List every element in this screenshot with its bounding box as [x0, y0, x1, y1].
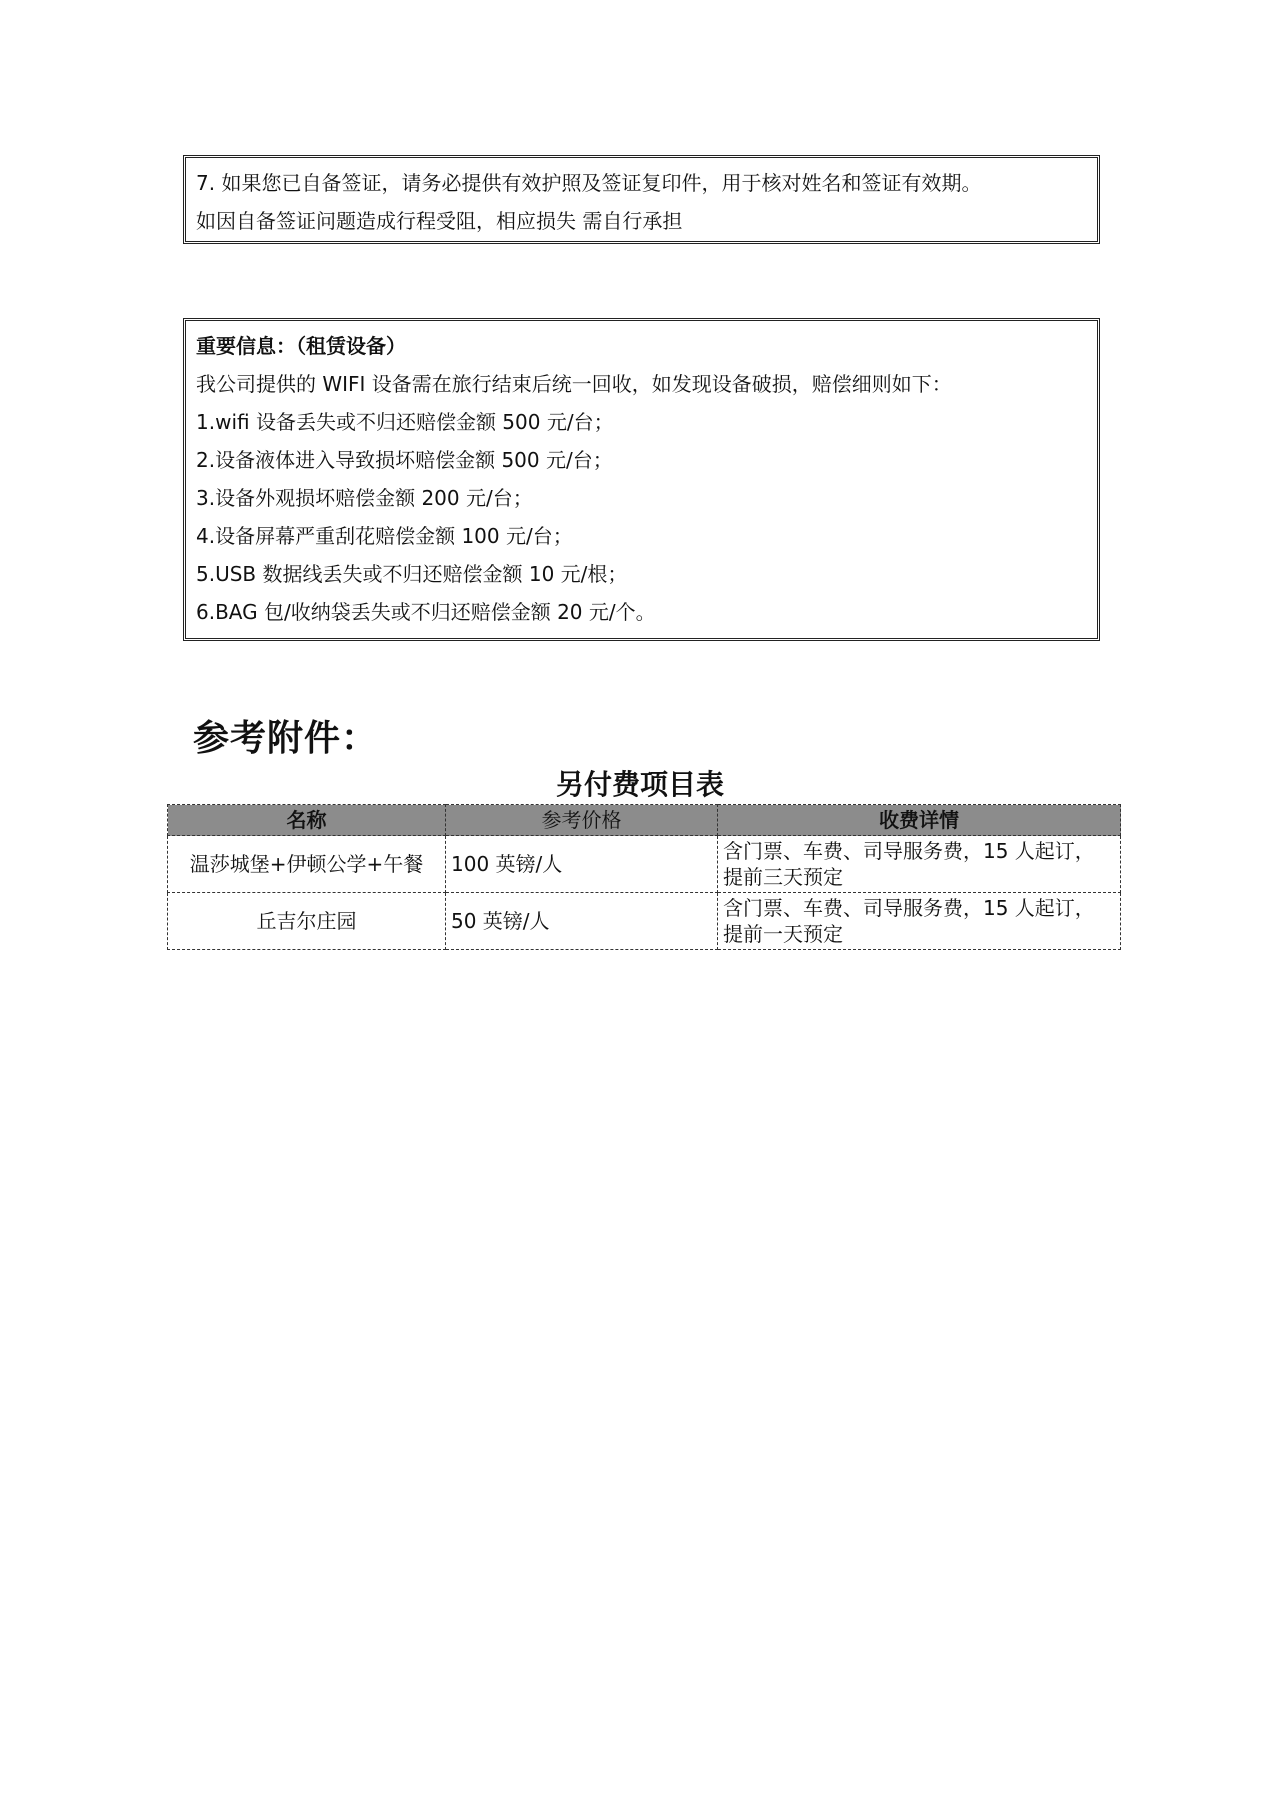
column-header-price: 参考价格 — [446, 805, 718, 836]
cell-name: 丘吉尔庄园 — [168, 893, 446, 950]
cell-price: 50 英镑/人 — [446, 893, 718, 950]
cell-name: 温莎城堡+伊顿公学+午餐 — [168, 836, 446, 893]
rental-notice-item: 4.设备屏幕严重刮花赔偿金额 100 元/台； — [196, 524, 573, 548]
visa-note-box — [183, 155, 1100, 244]
cell-detail-line: 提前一天预定 — [723, 922, 843, 946]
rental-notice-item: 3.设备外观损坏赔偿金额 200 元/台； — [196, 486, 533, 510]
fee-table — [167, 804, 1121, 950]
rental-notice-heading: 重要信息：（租赁设备） — [196, 334, 406, 358]
cell-detail — [718, 893, 1121, 950]
cell-detail-line: 含门票、车费、司导服务费，15 人起订， — [723, 839, 1095, 863]
column-header-detail: 收费详情 — [718, 805, 1121, 836]
rental-notice-item: 5.USB 数据线丢失或不归还赔偿金额 10 元/根； — [196, 562, 628, 586]
table-header-row — [168, 805, 1121, 836]
table-row — [168, 836, 1121, 893]
attachment-heading: 参考附件： — [193, 718, 379, 759]
visa-note-line-1: 7. 如果您已自备签证，请务必提供有效护照及签证复印件，用于核对姓名和签证有效期。 — [196, 171, 982, 195]
column-header-name: 名称 — [168, 805, 446, 836]
rental-notice-item: 6.BAG 包/收纳袋丢失或不归还赔偿金额 20 元/个。 — [196, 600, 656, 624]
visa-note-line-2: 如因自备签证问题造成行程受阻，相应损失 需自行承担 — [196, 209, 683, 233]
rental-notice-box — [183, 318, 1100, 641]
cell-detail — [718, 836, 1121, 893]
table-row — [168, 893, 1121, 950]
rental-notice-intro: 我公司提供的 WIFI 设备需在旅行结束后统一回收，如发现设备破损，赔偿细则如下： — [196, 372, 952, 396]
cell-detail-line: 含门票、车费、司导服务费，15 人起订， — [723, 896, 1095, 920]
fee-table-title: 另付费项目表 — [555, 768, 724, 801]
cell-price: 100 英镑/人 — [446, 836, 718, 893]
rental-notice-item: 1.wifi 设备丢失或不归还赔偿金额 500 元/台； — [196, 410, 614, 434]
rental-notice-item: 2.设备液体进入导致损坏赔偿金额 500 元/台； — [196, 448, 613, 472]
cell-detail-line: 提前三天预定 — [723, 865, 843, 889]
